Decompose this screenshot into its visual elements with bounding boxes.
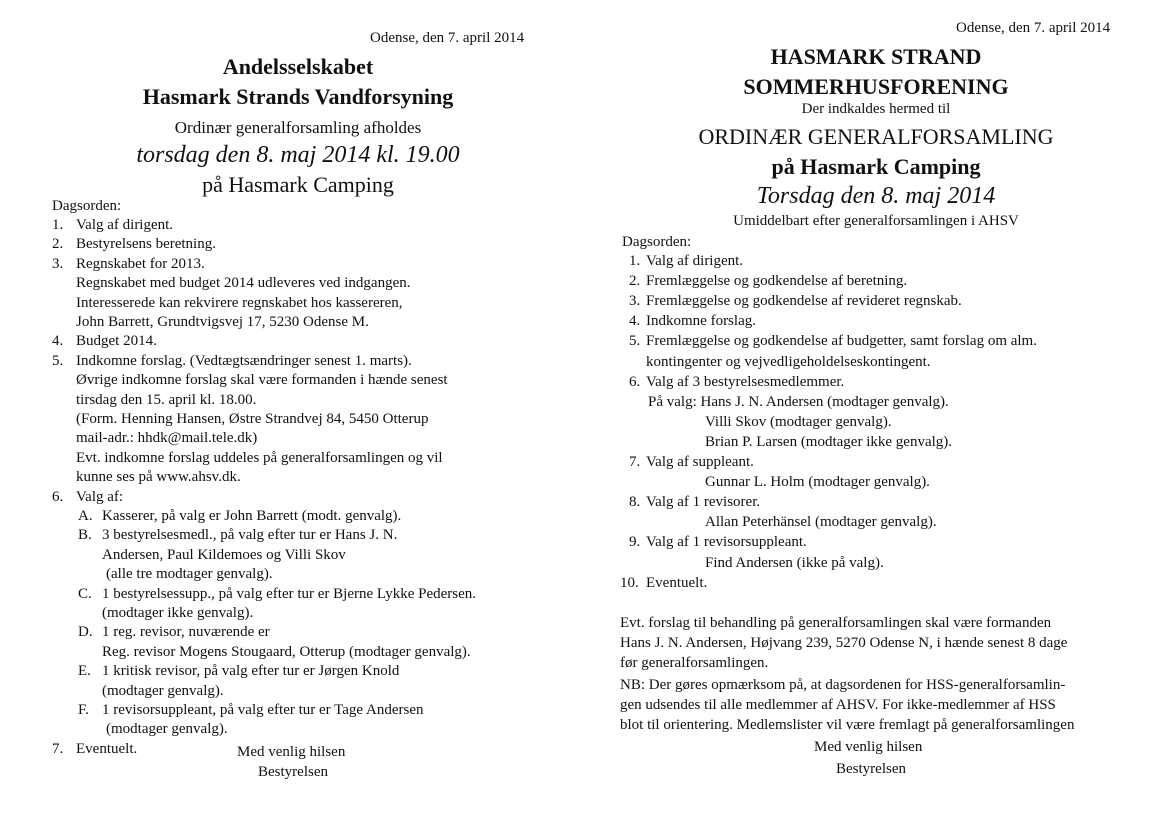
left-item-text: Regnskabet for 2013. bbox=[76, 255, 205, 272]
right-heading: ORDINÆR GENERALFORSAMLING bbox=[698, 124, 1054, 149]
left-item-text: tirsdag den 15. april kl. 18.00. bbox=[76, 391, 257, 408]
left-title-2: Hasmark Strands Vandforsyning bbox=[142, 84, 454, 109]
left-item-text: John Barrett, Grundtvigsvej 17, 5230 Odense M. bbox=[76, 314, 369, 330]
right-item-number: 1. bbox=[629, 253, 641, 269]
left-item-text: 1 reg. revisor, nuværende er bbox=[102, 624, 270, 641]
right-item-text: Fremlæggelse og godkendelse af beretning. bbox=[646, 273, 908, 290]
left-item-text: Bestyrelsens beretning. bbox=[76, 236, 216, 253]
right-item-text: Valg af 1 revisorer. bbox=[646, 494, 761, 511]
left-item-text: Eventuelt. bbox=[76, 740, 138, 757]
left-item-number: B. bbox=[78, 527, 92, 544]
right-item-text: kontingenter og vejvedligeholdelseskontingent. bbox=[646, 353, 931, 370]
left-item-text: Budget 2014. bbox=[76, 333, 157, 350]
left-item-text: 3 bestyrelsesmedl., på valg efter tur er Hans J. N. bbox=[102, 527, 398, 544]
right-item-text: På valg: Hans J. N. Andersen (modtager genvalg). bbox=[648, 393, 949, 410]
left-item-number: 2. bbox=[52, 236, 64, 253]
left-item-number: 5. bbox=[52, 352, 64, 369]
left-item-text: Andersen, Paul Kildemoes og Villi Skov bbox=[102, 546, 346, 563]
right-nb-line: gen udsendes til alle medlemmer af AHSV. For ikke-medlemmer af HSS bbox=[620, 697, 1056, 713]
left-item-text: 1 revisorsuppleant, på valg efter tur er Tage Andersen bbox=[102, 702, 424, 718]
right-meeting-time: Torsdag den 8. maj 2014 bbox=[756, 183, 996, 209]
right-item-number: 6. bbox=[629, 373, 641, 390]
left-meeting-time: torsdag den 8. maj 2014 kl. 19.00 bbox=[136, 142, 460, 168]
left-item-text: Valg af: bbox=[76, 488, 124, 505]
left-item-text: Indkomne forslag. (Vedtægtsændringer senest 1. marts). bbox=[76, 352, 412, 369]
left-agenda-label: Dagsorden: bbox=[52, 198, 122, 214]
left-item-text: Øvrige indkomne forslag skal være formanden i hænde senest bbox=[76, 372, 448, 389]
right-item-text: Eventuelt. bbox=[646, 574, 708, 591]
left-closing-signature: Bestyrelsen bbox=[258, 764, 328, 780]
left-item-number: F. bbox=[78, 702, 89, 718]
left-closing-greeting: Med venlig hilsen bbox=[237, 744, 346, 760]
right-title-1: HASMARK STRAND bbox=[770, 44, 982, 69]
right-item-number: 5. bbox=[629, 333, 641, 350]
left-item-text: (modtager genvalg). bbox=[102, 682, 224, 699]
left-item-text: (Form. Henning Hansen, Østre Strandvej 84, 5450 Otterup bbox=[76, 411, 429, 427]
right-item-number: 10. bbox=[620, 574, 639, 591]
right-proposal-line: Hans J. N. Andersen, Højvang 239, 5270 Odense N, i hænde senest 8 dage bbox=[620, 635, 1068, 651]
right-closing-greeting: Med venlig hilsen bbox=[814, 739, 923, 755]
right-date: Odense, den 7. april 2014 bbox=[956, 20, 1111, 36]
left-item-number: 1. bbox=[52, 217, 64, 233]
left-item-number: 3. bbox=[52, 255, 64, 272]
left-item-text: 1 kritisk revisor, på valg efter tur er Jørgen Knold bbox=[102, 663, 400, 680]
left-item-number: 7. bbox=[52, 740, 64, 757]
right-agenda-label: Dagsorden: bbox=[622, 234, 692, 250]
left-item-text: 1 bestyrelsessupp., på valg efter tur er Bjerne Lykke Pedersen. bbox=[102, 585, 477, 602]
right-item-text: Fremlæggelse og godkendelse af budgetter, samt forslag om alm. bbox=[646, 333, 1037, 350]
right-item-text: Villi Skov (modtager genvalg). bbox=[705, 413, 892, 430]
right-item-text: Brian P. Larsen (modtager ikke genvalg). bbox=[705, 433, 953, 450]
right-title-2: SOMMERHUSFORENING bbox=[743, 74, 1009, 99]
left-item-text: kunne ses på www.ahsv.dk. bbox=[76, 469, 241, 486]
right-proposal-line: Evt. forslag til behandling på generalforsamlingen skal være formanden bbox=[620, 615, 1052, 631]
right-item-text: Valg af dirigent. bbox=[646, 253, 744, 269]
right-meeting-place: på Hasmark Camping bbox=[771, 154, 981, 179]
left-item-number: C. bbox=[78, 585, 92, 602]
left-item-text: (alle tre modtager genvalg). bbox=[106, 566, 273, 583]
right-item-number: 2. bbox=[629, 273, 641, 290]
left-item-text: (modtager ikke genvalg). bbox=[102, 605, 254, 621]
right-proposal-line: før generalforsamlingen. bbox=[620, 655, 769, 671]
left-item-number: 6. bbox=[52, 488, 64, 505]
left-item-number: D. bbox=[78, 624, 93, 641]
right-item-text: Gunnar L. Holm (modtager genvalg). bbox=[705, 474, 930, 491]
left-item-text: Interesserede kan rekvirere regnskabet hos kassereren, bbox=[76, 294, 403, 311]
right-item-number: 3. bbox=[629, 293, 641, 310]
right-nb-line: NB: Der gøres opmærksom på, at dagsordenen for HSS-generalforsamlin- bbox=[620, 677, 1066, 693]
left-title-1: Andelsselskabet bbox=[222, 54, 374, 79]
left-item-text: mail-adr.: hhdk@mail.tele.dk) bbox=[76, 430, 258, 447]
right-closing-signature: Bestyrelsen bbox=[836, 761, 906, 777]
right-intro: Der indkaldes hermed til bbox=[801, 101, 951, 117]
right-item-text: Allan Peterhänsel (modtager genvalg). bbox=[705, 514, 937, 531]
left-meeting-place: på Hasmark Camping bbox=[202, 172, 394, 197]
right-item-text: Indkomne forslag. bbox=[646, 313, 756, 330]
left-item-text: (modtager genvalg). bbox=[106, 721, 228, 738]
right-item-text: Find Andersen (ikke på valg). bbox=[705, 554, 884, 571]
left-item-text: Reg. revisor Mogens Stougaard, Otterup (modtager genvalg). bbox=[102, 643, 471, 660]
right-item-text: Valg af 1 revisorsuppleant. bbox=[646, 534, 807, 551]
right-item-text: Valg af 3 bestyrelsesmedlemmer. bbox=[646, 373, 845, 390]
left-item-text: Evt. indkomne forslag uddeles på generalforsamlingen og vil bbox=[76, 449, 443, 466]
left-item-text: Kasserer, på valg er John Barrett (modt. genvalg). bbox=[102, 508, 402, 524]
left-item-text: Regnskabet med budget 2014 udleveres ved indgangen. bbox=[76, 275, 411, 292]
left-item-number: E. bbox=[78, 663, 91, 680]
left-subtitle: Ordinær generalforsamling afholdes bbox=[174, 118, 422, 137]
right-item-number: 7. bbox=[629, 454, 641, 470]
right-item-text: Valg af suppleant. bbox=[646, 454, 754, 470]
left-date: Odense, den 7. april 2014 bbox=[370, 30, 525, 46]
right-item-number: 4. bbox=[629, 313, 641, 330]
left-item-number: 4. bbox=[52, 333, 64, 350]
right-item-text: Fremlæggelse og godkendelse af revideret regnskab. bbox=[646, 293, 962, 310]
right-item-number: 8. bbox=[629, 494, 641, 511]
right-after-note: Umiddelbart efter generalforsamlingen i AHSV bbox=[733, 213, 1019, 229]
left-item-text: Valg af dirigent. bbox=[76, 217, 174, 233]
left-item-number: A. bbox=[78, 508, 93, 524]
right-item-number: 9. bbox=[629, 534, 641, 551]
right-nb-line: blot til orientering. Medlemslister vil være fremlagt på generalforsamlingen bbox=[620, 717, 1075, 733]
